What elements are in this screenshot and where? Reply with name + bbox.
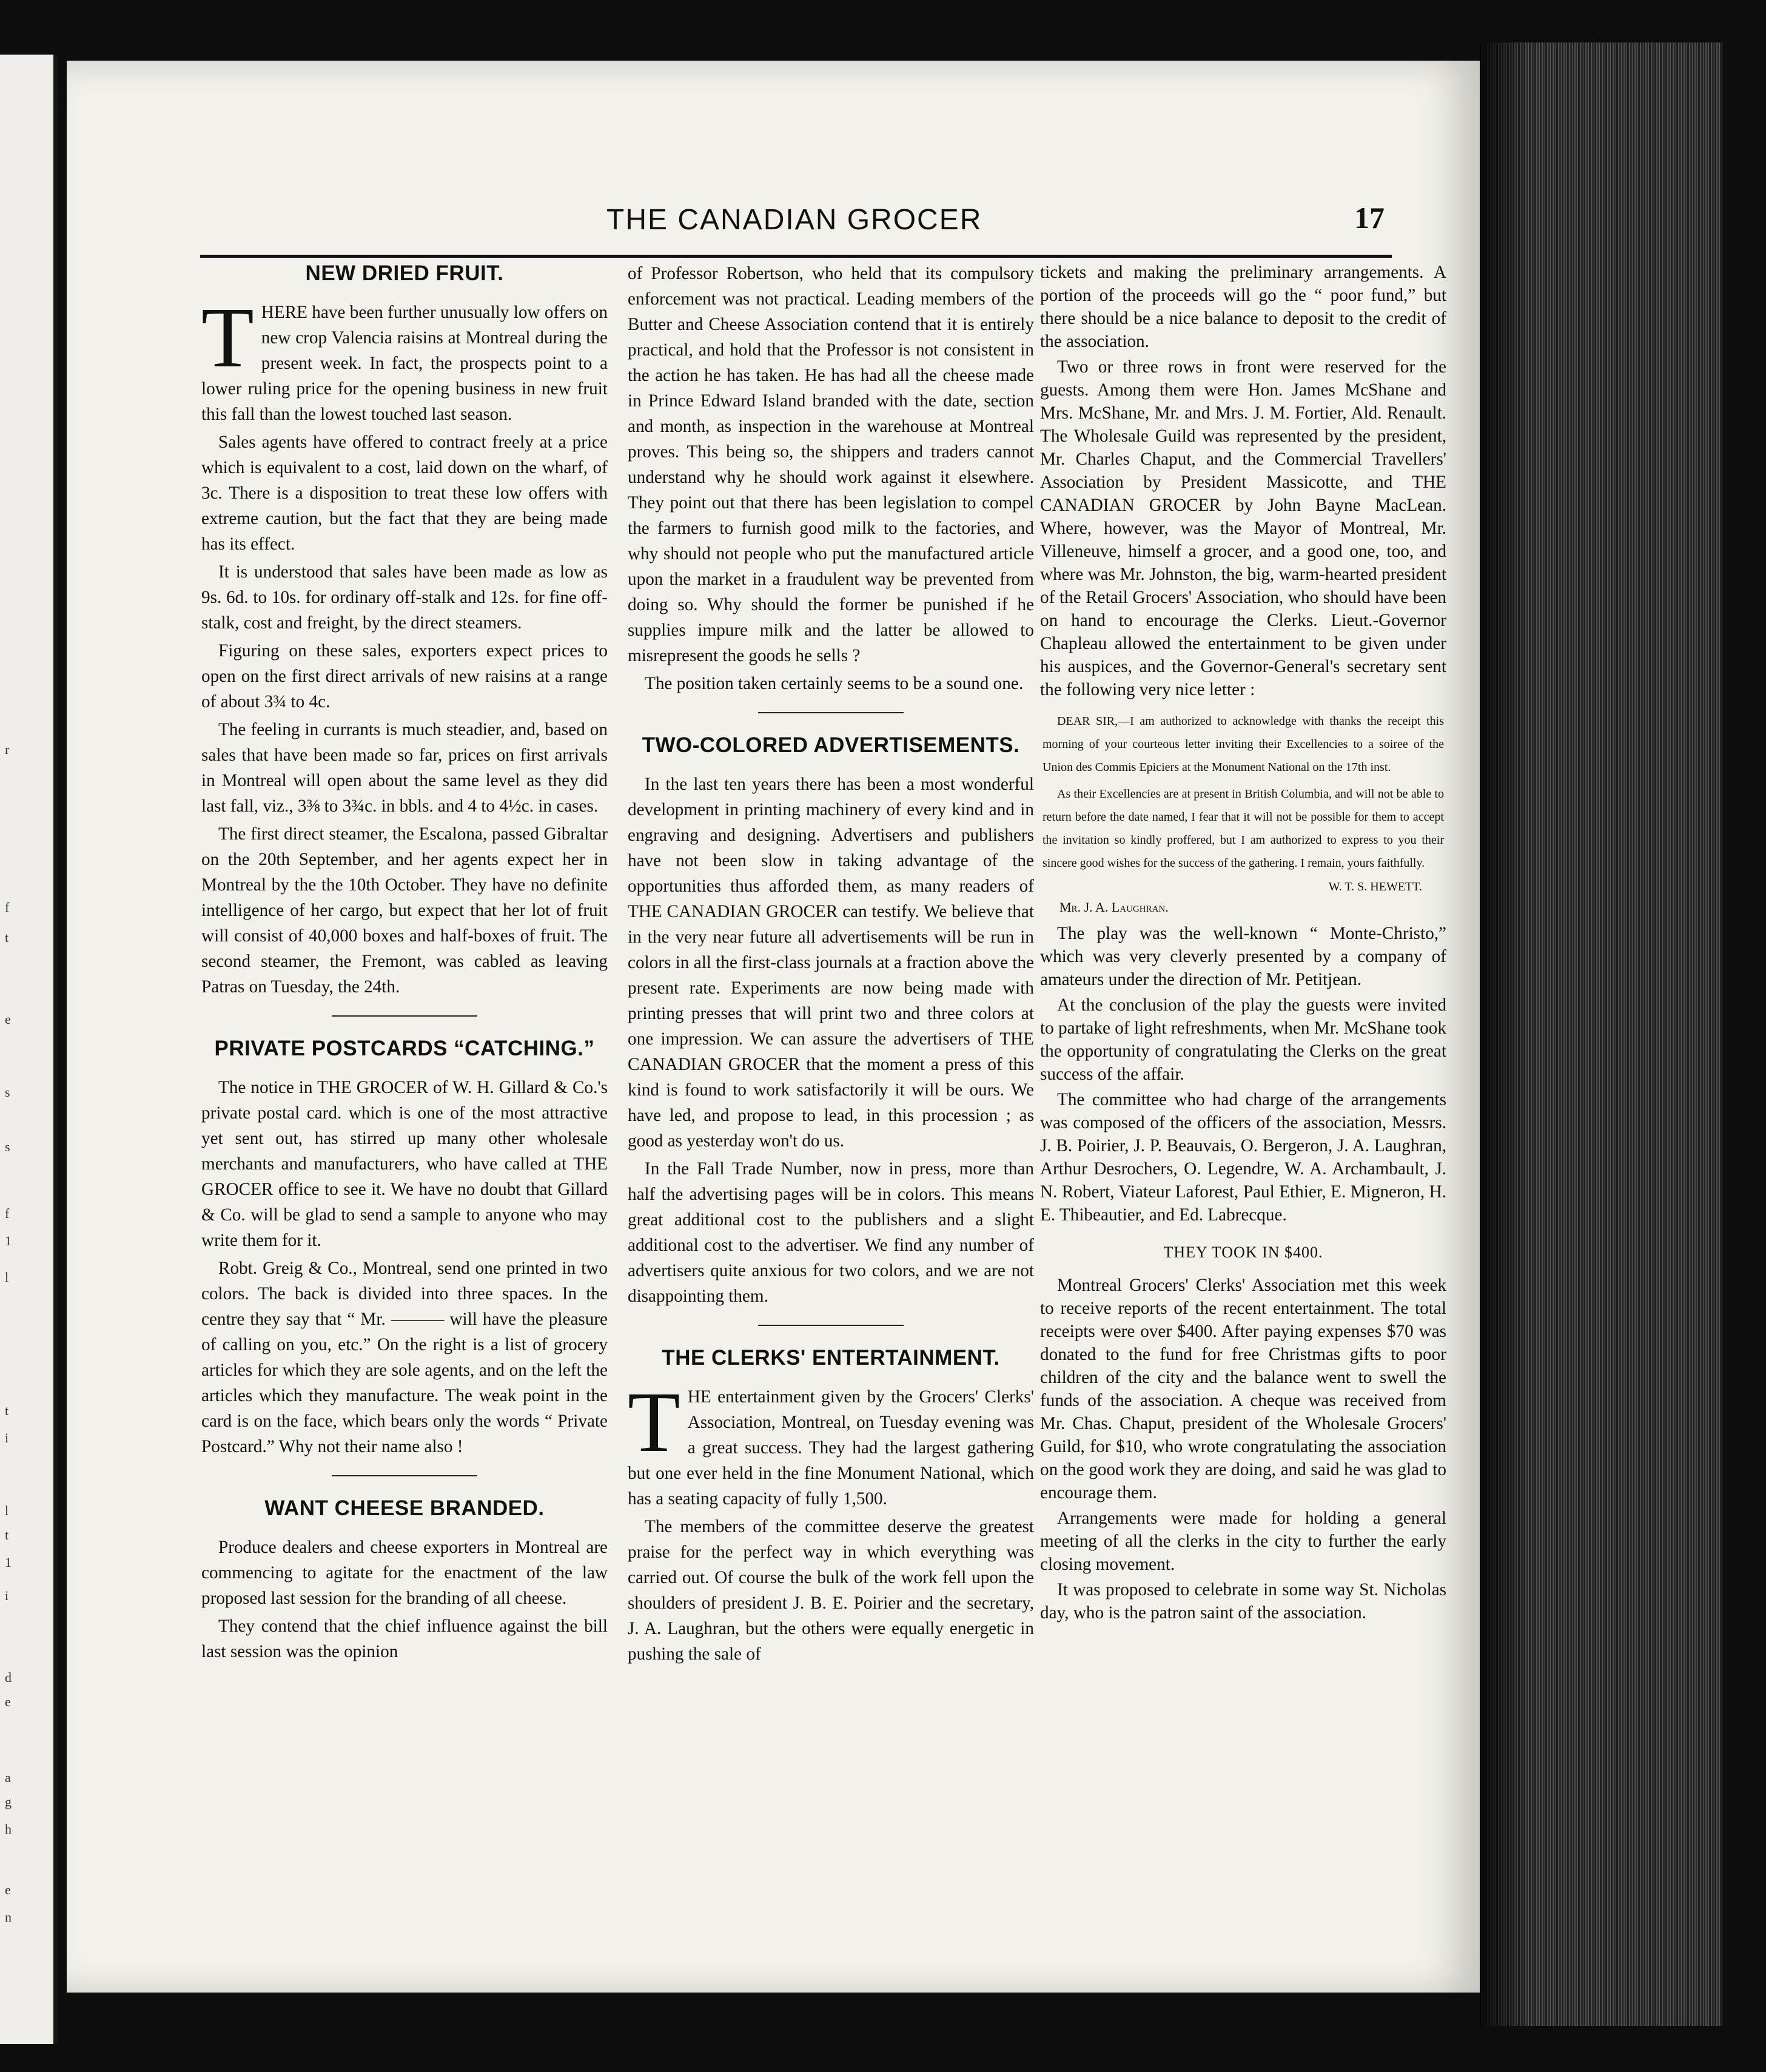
facing-page-edge: [0, 55, 58, 2044]
article-paragraph: They contend that the chief influence against the bill last session was the opinion: [201, 1616, 608, 1661]
article-paragraph: Montreal Grocers' Clerks' Association met this week to receive reports of the recent entertainment. The total receipts were over $400. After paying expenses $70 was donated to the fund for free Christmas gifts to poor children of the city and the balance went to swell the funds of the association. A cheque was received from Mr. Chas. Chaput, president of the Wholesale Grocers' Guild, for $10, who wrote congratulating the association on the good work they are doing, and said he was glad to encourage them.: [1040, 1276, 1446, 1502]
article-paragraph: At the conclusion of the play the guests were invited to partake of light refreshments, when Mr. McShane took the opportunity of congratulating the Clerks on the great success of the affair.: [1040, 995, 1446, 1084]
gutter-letter: t: [5, 1527, 9, 1542]
gutter-letter: e: [5, 1694, 11, 1709]
column-2: [628, 261, 1034, 1669]
article-paragraph: [201, 289, 608, 427]
gutter-letter: l: [5, 1270, 9, 1285]
section-divider: [332, 1475, 477, 1476]
section-divider: [758, 1325, 904, 1326]
gutter-letter: n: [5, 1909, 12, 1925]
article-paragraph: The notice in THE GROCER of W. H. Gillard & Co.'s private postal card. which is one of the most attractive yet sent out, has stirred up many other wholesale merchants and manufacturers, who have called at THE GROCER office to see it. We have no doubt that Gillard & Co. will be glad to send a sample to anyone who may write them for it.: [201, 1078, 608, 1250]
letter-addressee: Mr. J. A. Laughran.: [1059, 900, 1169, 915]
article-paragraph: The committee who had charge of the arrangements was composed of the officers of the association, Messrs. J. B. Poirier, J. P. Beauvais, O. Bergeron, J. A. Laughran, Arthur Desrochers, O. Legendre, W. A. Archambault, J. N. Robert, Viateur Laforest, Paul Ethier, E. Migneron, H. E. Thibeautier, and Ed. Labrecque.: [1040, 1090, 1446, 1225]
letter-paragraph: DEAR SIR,—I am authorized to acknowledge with thanks the receipt this morning of your courteous letter inviting their Excellencies to a soiree of the Union des Commis Epiciers at the Monument National on the 17th inst.: [1042, 715, 1444, 774]
gutter-letter: e: [5, 1882, 11, 1897]
gutter-letter: l: [5, 1503, 9, 1518]
article-paragraph: In the last ten years there has been a most wonderful development in printing machinery of every kind and in engraving and designing. Advertisers and publishers have not been slow in taking advantage of the opportunities thus afforded them, as many readers of THE CANADIAN GROCER can testify. We believe that in the very near future all advertisements will be run in colors in all the first-class journals at a fraction above the present rate. Experiments are now being made with printing presses that will print two and three colors at one impression. We can assure the advertisers of THE CANADIAN GROCER that the moment a press of this kind is found to work satisfactorily it will be ours. We have led, and propose to lead, in this procession ; as good as yesterday won't do us.: [628, 775, 1034, 1151]
article-paragraph: It is understood that sales have been made as low as 9s. 6d. to 10s. for ordinary off-stalk and 12s. for fine off-stalk, cost and freight, by the direct steamers.: [201, 562, 608, 633]
gutter-letter: h: [5, 1821, 12, 1837]
running-head: THE CANADIAN GROCER: [606, 204, 982, 236]
article-paragraph: It was proposed to celebrate in some way St. Nicholas day, who is the patron saint of the association.: [1040, 1580, 1446, 1623]
article-title: WANT CHEESE BRANDED.: [264, 1496, 545, 1520]
article-paragraph: Sales agents have offered to contract freely at a price which is equivalent to a cost, laid down on the wharf, of 3c. There is a disposition to treat these low offers with extreme caution, but the fact that they are being made has its effect.: [201, 432, 608, 554]
letter-paragraph: As their Excellencies are at present in British Columbia, and will not be able to return before the date named, I fear that it will not be possible for them to accept the invitation so kindly proffered, but I am authorized to express to you their sincere good wishes for the success of the gathering. I remain, yours faithfully.: [1042, 787, 1444, 870]
article-title: THE CLERKS' ENTERTAINMENT.: [662, 1346, 1000, 1370]
article-paragraph: [628, 1374, 1034, 1512]
article-paragraph: Robt. Greig & Co., Montreal, send one printed in two colors. The back is divided into three spaces. In the centre they say that “ Mr. ——— will have the pleasure of calling on you, etc.” On the right is a list of grocery articles for which they are sole agents, and on the left the articles which they manufacture. The weak point in the card is on the face, which bears only the words “ Private Postcard.” Why not their name also !: [201, 1259, 608, 1456]
gutter-letter: f: [5, 900, 10, 915]
article-title: NEW DRIED FRUIT.: [305, 261, 504, 285]
article-paragraph: of Professor Robertson, who held that its compulsory enforcement was not practical. Leading members of the Butter and Cheese Association contend that it is entirely practical, and hold that the Professor is not consistent in the action he has taken. He has had all the cheese made in Prince Edward Island branded with the date, section and month, as inspection in the warehouse at Montreal proves. This being so, the shippers and traders cannot understand why he should work against it elsewhere. They point out that there has been legislation to compel the farmers to furnish good milk to the factories, and why should not people who put the manufactured article upon the market in a fraudulent way be prevented from doing so. Why should the former be punished if he supplies impure milk and the latter be allowed to misrepresent the goods he sells ?: [628, 264, 1034, 665]
gutter-letter: i: [5, 1430, 9, 1445]
gutter-letter: t: [5, 930, 9, 945]
article-paragraph: The first direct steamer, the Escalona, passed Gibraltar on the 20th September, and her agents expect her in Montreal by the the 10th October. They have no definite intelligence of her cargo, but expect that her lot of fruit will consist of 40,000 boxes and half-boxes of fruit. The second steamer, the Fremont, was cabled as leaving Patras on Tuesday, the 24th.: [201, 824, 608, 997]
article-title: PRIVATE POSTCARDS “CATCHING.”: [214, 1037, 595, 1060]
paragraph-text: HE entertainment given by the Grocers' Clerks' Association, Montreal, on Tuesday evening was a great success. They had the largest gathering but one ever held in the fine Monument National, which has a seating capacity of fully 1,500.: [628, 1387, 1034, 1509]
article-paragraph: Arrangements were made for holding a general meeting of all the clerks in the city to further the early closing movement.: [1040, 1509, 1446, 1574]
gutter-letter: d: [5, 1670, 12, 1685]
page-header: [133, 133, 1392, 249]
gutter-letter: s: [5, 1085, 10, 1100]
column-3: [1040, 261, 1446, 1627]
article-title: TWO-COLORED ADVERTISEMENTS.: [642, 733, 1020, 757]
article-paragraph: tickets and making the preliminary arrangements. A portion of the proceeds will go the “ poor fund,” but there should be a nice balance to deposit to the credit of the association.: [1040, 263, 1446, 351]
article-paragraph: Figuring on these sales, exporters expect prices to open on the first direct arrivals of new raisins at a range of about 3¾ to 4c.: [201, 641, 608, 711]
gutter-letter: g: [5, 1794, 12, 1809]
gutter-letter: e: [5, 1012, 11, 1027]
article-paragraph: Two or three rows in front were reserved for the guests. Among them were Hon. James McShane and Mrs. McShane, Mr. and Mrs. J. M. Fortier, Ald. Renault. The Wholesale Guild was represented by the president, Mr. Charles Chaput, and the Commercial Travellers' Association by President Massicotte, and THE CANADIAN GROCER by John Bayne MacLean. Where, however, was the Mayor of Montreal, Mr. Villeneuve, himself a grocer, and a good one, too, and where was Mr. Johnston, the big, warm-hearted president of the Retail Grocers' Association, who should have been on hand to encourage the Clerks. Lieut.-Governor Chapleau allowed the entertainment to be given under his auspices, and the Governor-General's secretary sent the following very nice letter :: [1040, 357, 1446, 699]
newspaper-page: [67, 61, 1480, 1993]
article-paragraph: The members of the committee deserve the greatest praise for the perfect way in which everything was carried out. Of course the bulk of the work fell upon the shoulders of president J. B. E. Poirier and the secretary, J. A. Laughran, but the others were equally energetic in pushing the sale of: [628, 1517, 1034, 1664]
gutter-letter: i: [5, 1588, 9, 1603]
page-number: 17: [1354, 201, 1385, 235]
paragraph-text: HERE have been further unusually low offers on new crop Valencia raisins at Montreal during the present week. In fact, the prospects point to a lower ruling price for the opening business in new fruit this fall than the lowest touched last season.: [201, 303, 608, 424]
gutter-letter: 1: [5, 1233, 12, 1248]
drop-cap: T: [201, 289, 254, 385]
quoted-letter: [1040, 710, 1446, 916]
drop-cap: T: [628, 1374, 680, 1470]
gutter-letter: 1: [5, 1555, 12, 1570]
gutter-letter: r: [5, 742, 10, 757]
gutter-letter: s: [5, 1139, 10, 1154]
binding-shadow: [1480, 42, 1528, 2026]
sub-heading: THEY TOOK IN $400.: [1163, 1243, 1323, 1261]
section-divider: [758, 712, 904, 713]
column-1: [201, 261, 608, 1667]
article-paragraph: The feeling in currants is much steadier, and, based on sales that have been made so far, prices on first arrivals in Montreal will open about the same level as they did last fall, viz., 3⅜ to 3¾c. in bbls. and 4 to 4½c. in cases.: [201, 720, 608, 816]
gutter-letter: f: [5, 1206, 10, 1221]
gutter-letter: a: [5, 1770, 11, 1785]
gutter-letter: t: [5, 1403, 9, 1418]
header-rule: [200, 255, 1392, 258]
section-divider: [332, 1015, 477, 1017]
letter-signature: W. T. S. HEWETT.: [1328, 880, 1422, 893]
article-paragraph: The play was the well-known “ Monte-Christo,” which was very cleverly presented by a company of amateurs under the direction of Mr. Petitjean.: [1040, 924, 1446, 989]
article-paragraph: Produce dealers and cheese exporters in Montreal are commencing to agitate for the enactment of the law proposed last session for the branding of all cheese.: [201, 1538, 608, 1608]
article-paragraph: In the Fall Trade Number, now in press, more than half the advertising pages will be in colors. This means great additional cost to the publishers and a slight additional cost to the advertiser. We find any number of advertisers quite anxious for two colors, and we are not disappointing them.: [628, 1159, 1034, 1306]
article-paragraph: The position taken certainly seems to be a sound one.: [645, 674, 1024, 693]
facing-page-binding: [53, 55, 58, 2044]
